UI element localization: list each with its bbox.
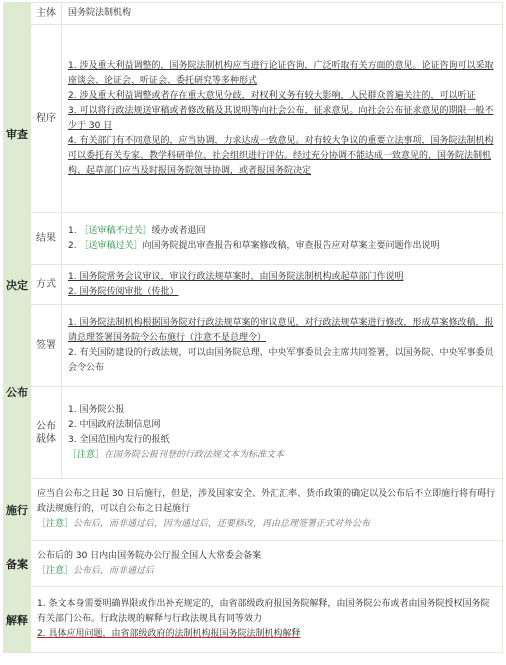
- result-line-number: 1.: [68, 225, 80, 236]
- carrier-item: 1. 国务院公报: [68, 404, 125, 415]
- section-label-effective: 施行: [4, 479, 31, 541]
- carrier-item: 3. 全国范围内发行的报纸: [68, 434, 170, 445]
- result-text-fail: 缓办或者退回: [151, 225, 206, 236]
- subject-label: 主体: [31, 3, 62, 25]
- interpretation-line-2: 2. 具体应用问题，由省部级政府的法制机构报国务院法制机构解释: [37, 629, 301, 639]
- filing-text: 公布后的 30 日内由国务院办公厅报全国人大常委会备案: [37, 550, 262, 561]
- effective-content: [31, 479, 503, 541]
- carrier-label-line: 载体: [36, 433, 56, 445]
- procedure-item: 4. 有关部门有不同意见的，应当协调，力求达成一致意见。对有较大争议的重要立法事项，国务院法制机构可以委托有关专家、教学科研单位、社会组织进行评估。经过充分协调不能达成一致意见的，国务院法制机构、起草部门应当及时报国务院领导协调，或者报国务院决定: [68, 135, 494, 176]
- carrier-item: 2. 中国政府法制信息网: [68, 419, 161, 430]
- carrier-label-line: 公布: [36, 420, 56, 432]
- procedure-item: 2. 涉及重大利益调整或者存在重大意见分歧，对权利义务有较大影响，人民群众普遍关注的，可以听证: [68, 90, 476, 101]
- review-procedure-row: [4, 25, 503, 213]
- note-tag: ［注意］: [37, 519, 74, 529]
- result-label: 结果: [31, 213, 62, 265]
- carrier-content: [62, 387, 503, 479]
- interpretation-content: [31, 587, 503, 653]
- filing-content: [31, 541, 503, 587]
- sign-item: 2. 有关国防建设的行政法规，可以由国务院总理、中央军事委员会主席共同签署，以国务院、中央军事委员会令公布: [68, 347, 494, 373]
- method-item: 1. 国务院常务会议审议，审议行政法规草案时，由国务院法制机构或起草部门作说明: [68, 271, 404, 282]
- subject-text: 国务院法制机构: [62, 3, 503, 25]
- result-line-1: [68, 224, 496, 239]
- method-item: 2. 国务院传阅审批（传批）: [68, 286, 179, 297]
- note-text: 公布后，而非通过后: [73, 565, 155, 576]
- note-tag: ［注意］: [68, 449, 105, 460]
- note-tag: ［注意］: [37, 565, 74, 576]
- decision-row: [4, 265, 503, 305]
- interpretation-row: [4, 587, 503, 653]
- result-content: [62, 213, 503, 265]
- effective-row: [4, 479, 503, 541]
- section-label-publish: 公布: [4, 305, 31, 479]
- procedure-content: [62, 25, 503, 213]
- section-label-review: 审查: [4, 3, 31, 265]
- result-line-2: [68, 239, 496, 254]
- publish-sign-row: [4, 305, 503, 387]
- result-tag-fail: ［送审稿不过关］: [79, 225, 152, 236]
- section-label-interpretation: 解释: [4, 587, 31, 653]
- sign-label: 签署: [31, 305, 62, 387]
- carrier-note: [68, 448, 496, 463]
- publish-carrier-row: [4, 387, 503, 479]
- section-label-decision: 决定: [4, 265, 31, 305]
- result-text-pass: 向国务院提出审查报告和草案修改稿，审查报告应对草案主要问题作出说明: [142, 240, 440, 251]
- result-tag-pass: ［送审稿过关］: [79, 240, 143, 251]
- effective-text: 应当自公布之日起 30 日后施行，但是，涉及国家安全、外汇汇率、货币政策的确定以及公布后不立即施行将有碍行政法规施行的，可以自公布之日起施行: [37, 489, 496, 514]
- effective-note: [37, 517, 496, 532]
- note-text: 在国务院公报刊登的行政法规文本为标准文本: [104, 449, 285, 460]
- method-label: 方式: [31, 265, 62, 305]
- review-subject-row: [4, 3, 503, 25]
- carrier-label: [31, 387, 62, 479]
- procedure-label: 程序: [31, 25, 62, 213]
- interpretation-line-1: 1. 条文本身需要明确界限或作出补充规定的，由省部级政府报国务院解释，由国务院公布或者由国务院授权国务院有关部门公布。行政法规的解释与行政法规具有同等效力: [37, 599, 490, 624]
- method-content: [62, 265, 503, 305]
- note-text: 公布后，而非通过后，因为通过后，还要修改，再由总理签署正式对外公布: [73, 519, 371, 529]
- filing-note: [37, 564, 496, 579]
- sign-item: 1. 国务院法制机构根据国务院对行政法规草案的审议意见，对行政法规草案进行修改，形成草案修改稿，报请总理签署国务院令公布施行（注意不是总理令）: [68, 317, 494, 343]
- filing-row: [4, 541, 503, 587]
- legislation-procedure-table: [3, 2, 503, 653]
- sign-content: [62, 305, 503, 387]
- review-result-row: [4, 213, 503, 265]
- section-label-filing: 备案: [4, 541, 31, 587]
- result-line-number: 2.: [68, 240, 80, 251]
- procedure-item: 3. 可以将行政法规送审稿或者修改稿及其说明等向社会公布，征求意见。向社会公布征求意见的期限一般不少于 30 日: [68, 105, 494, 131]
- procedure-item: 1. 涉及重大利益调整的，国务院法制机构应当进行论证咨询，广泛听取有关方面的意见。论证咨询可以采取座谈会、论证会、听证会、委托研究等多种形式: [68, 60, 494, 86]
